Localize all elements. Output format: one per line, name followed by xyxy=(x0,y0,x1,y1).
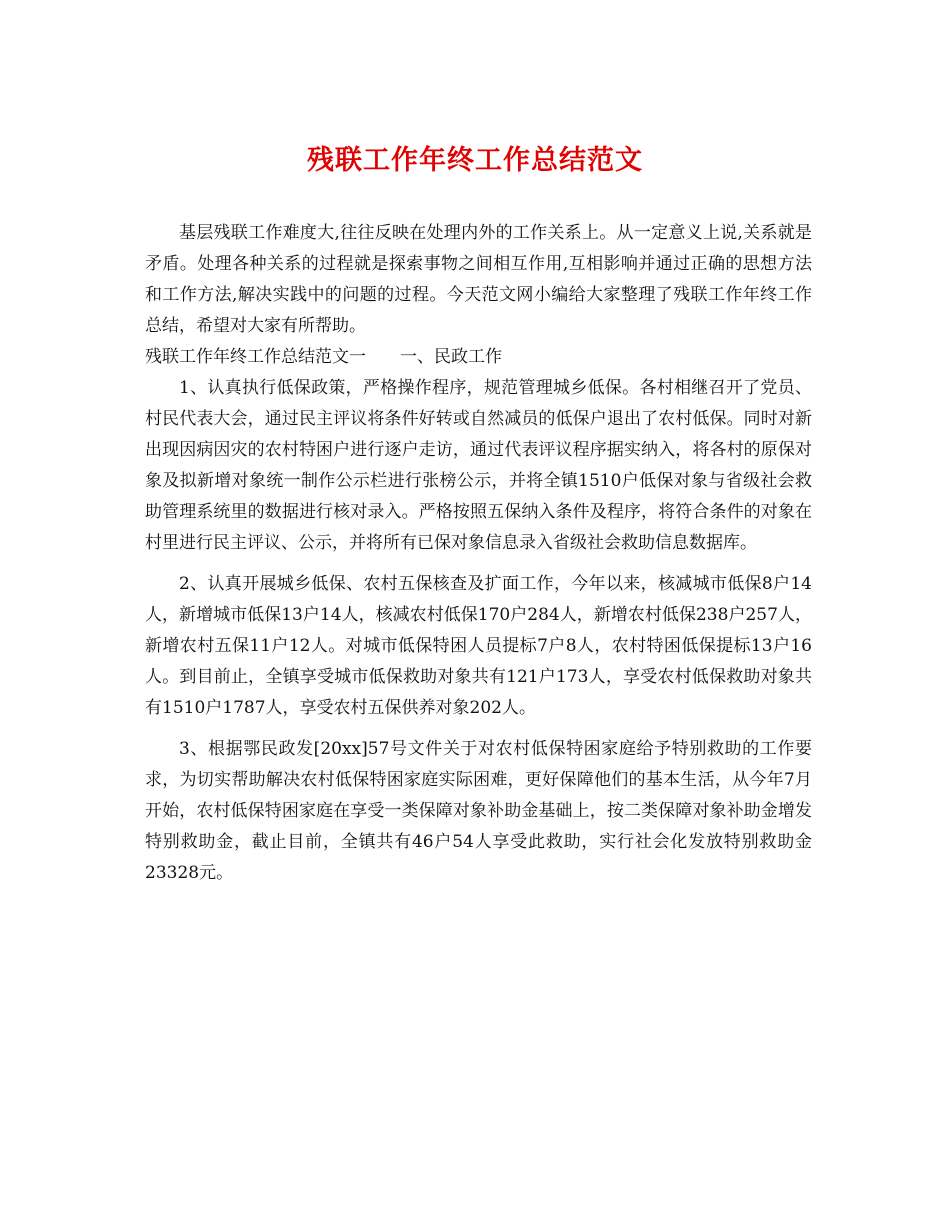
body-paragraph-3: 3、根据鄂民政发[20xx]57号文件关于对农村低保特困家庭给予特别救助的工作要求，为切实帮助解决农村低保特困家庭实际困难，更好保障他们的基本生活，从今年7月开始，农村低保特困家庭在享受一类保障对象补助金基础上，按二类保障对象补助金增发特别救助金，截止目前，全镇共有46户54人享受此救助，实行社会化发放特别救助金23328元。 xyxy=(145,739,812,883)
section-subtitle: 一、民政工作 xyxy=(400,347,502,367)
section-heading xyxy=(145,342,812,373)
section-title: 残联工作年终工作总结范文一 xyxy=(145,347,366,367)
body-paragraph-1: 1、认真执行低保政策，严格操作程序，规范管理城乡低保。各村相继召开了党员、村民代表大会，通过民主评议将条件好转或自然减员的低保户退出了农村低保。同时对新出现因病因灾的农村特困户进行逐户走访，通过代表评议程序据实纳入，将各村的原保对象及拟新增对象统一制作公示栏进行张榜公示，并将全镇1510户低保对象与省级社会救助管理系统里的数据进行核对录入。严格按照五保纳入条件及程序，将符合条件的对象在村里进行民主评议、公示，并将所有已保对象信息录入省级社会救助信息数据库。 xyxy=(145,378,812,553)
body-paragraph-2: 2、认真开展城乡低保、农村五保核查及扩面工作，今年以来，核减城市低保8户14人，新增城市低保13户14人，核减农村低保170户284人，新增农村低保238户257人，新增农村五保11户12人。对城市低保特困人员提标7户8人，农村特困低保提标13户16人。到目前止，全镇享受城市低保救助对象共有121户173人，享受农村低保救助对象共有1510户1787人，享受农村五保供养对象202人。 xyxy=(145,574,812,718)
document-title: 残联工作年终工作总结范文 xyxy=(307,145,643,176)
document-body xyxy=(145,218,812,889)
intro-paragraph: 基层残联工作难度大,往往反映在处理内外的工作关系上。从一定意义上说,关系就是矛盾。处理各种关系的过程就是探索事物之间相互作用,互相影响并通过正确的思想方法和工作方法,解决实践中的问题的过程。今天范文网小编给大家整理了残联工作年终工作总结，希望对大家有所帮助。 xyxy=(145,223,812,336)
